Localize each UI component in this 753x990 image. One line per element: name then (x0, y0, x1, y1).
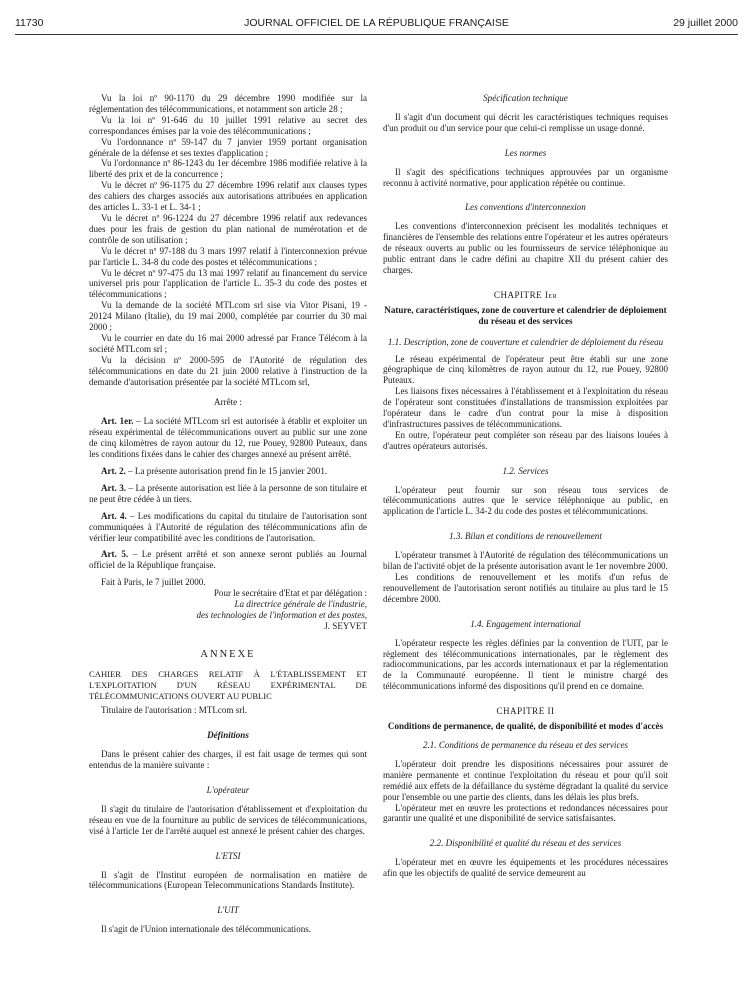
chapter-1-title: Nature, caractéristiques, zone de couverture et calendrier de déploiement du réseau et des services (384, 304, 667, 326)
chapter-1-label: CHAPITRE Ier (493, 289, 558, 300)
term-heading-uit: L'UIT (217, 905, 239, 916)
visa: Vu le décret nº 97-188 du 3 mars 1997 relatif à l'interconnexion prévue par l'article L. 34-8 du code des postes et télécommunications ; (89, 245, 367, 267)
section-paragraph: Les conditions de renouvellement et les motifs d'un refus de renouvellement de l'autorisation seront notifiés au titulaire au plus tard le 15 décembre 2000. (383, 572, 668, 604)
term-definition: Les conventions d'interconnexion précisent les modalités techniques et financières de l'ensemble des relations entre l'opérateur et les autres opérateurs de réseaux ouverts au public ou les fournisseurs de service téléphonique au public entrant dans le cadre défini au chapitre XII du présent cahier des charges. (383, 221, 668, 275)
visa: Vu le courrier en date du 16 mai 2000 adressé par France Télécom à la société MTLcom srl ; (89, 332, 367, 354)
article-2 (89, 466, 367, 477)
section-1-4-heading: 1.4. Engagement international (470, 618, 581, 629)
article-text: – Les modifications du capital du titulaire de l'autorisation sont communiquées à l'Autorité de régulation des télécommunications afin de vérifier leur compatibilité avec les conditions de l'autorisation. (89, 510, 367, 543)
visa: Vu la loi nº 91-646 du 10 juillet 1991 relative au secret des correspondances émises par la voie des télécommunications ; (89, 114, 367, 136)
signature-line: des technologies de l'information et des postes, (196, 609, 367, 620)
section-1-1-heading: 1.1. Description, zone de couverture et calendrier de déploiement du réseau (387, 336, 664, 347)
article-text: – La présente autorisation prend fin le 15 janvier 2001. (125, 466, 328, 476)
section-paragraph: L'opérateur met en œuvre les protections et redondances nécessaires pour garantir une qualité et une disponibilité de service satisfaisantes. (383, 802, 668, 824)
right-column (383, 93, 668, 879)
term-definition: Il s'agit du titulaire de l'autorisation d'établissement et d'exploitation du réseau en vue de la fourniture au public de services de télécommunications, visé à l'article 1er de l'arrêté auquel est annexé le présent cahier des charges. (89, 803, 367, 836)
issue-date: 29 juillet 2000 (673, 17, 738, 29)
term-heading-normes: Les normes (504, 147, 547, 158)
section-paragraph: L'opérateur doit prendre les dispositions nécessaires pour assurer de manière permanente et continue l'exploitation du réseau et pour qu'il soit remédié aux effets de la défaillance du système dégradant la qualité du service pour l'ensemble ou une partie des clients, dans les délais les plus brefs. (383, 758, 668, 802)
article-5 (89, 549, 367, 571)
annexe-heading: ANNEXE (200, 648, 256, 660)
visa: Vu le décret nº 96-1224 du 27 décembre 1996 relatif aux redevances dues pour les frais de gestion du plan national de numérotation et de contrôle de son utilisation ; (89, 212, 367, 245)
section-paragraph: L'opérateur peut fournir sur son réseau tous services de télécommunications autres que le service téléphonique au public, en application de l'article L. 34-2 du code des postes et télécommunications. (383, 484, 668, 517)
article-label: Art. 2. (101, 466, 126, 476)
article-label: Art. 4. (101, 510, 127, 521)
visa: Vu la loi nº 90-1170 du 29 décembre 1990 modifiée sur la réglementation des télécommunications, et notamment son article 28 ; (89, 93, 367, 114)
section-1-2-heading: 1.2. Services (502, 465, 549, 476)
section-paragraph: L'opérateur transmet à l'Autorité de régulation des télécommunications un bilan de l'activité objet de la présente autorisation avant le 1er novembre 2000. (383, 550, 668, 572)
visa: Vu la décision nº 2000-595 de l'Autorité de régulation des télécommunications en date du 21 juin 2000 relative à l'instruction de la demande d'autorisation présentée par la société MTLcom srl, (89, 354, 367, 387)
term-definition: Il s'agit d'un document qui décrit les caractéristiques techniques requises d'un produit ou d'un service pour que celui-ci remplisse un usage donné. (383, 111, 668, 133)
term-heading-spec: Spécification technique (483, 93, 568, 103)
signature-line: La directrice générale de l'industrie, (234, 599, 367, 610)
term-definition: Il s'agit des spécifications techniques approuvées par un organisme reconnu à activité normative, pour application répétée ou continue. (383, 166, 668, 188)
definitions-heading: Définitions (207, 730, 249, 741)
signatory-name: J. SEYVET (324, 620, 367, 631)
article-text: – La société MTLcom srl est autorisée à établir et exploiter un réseau expérimental de télécommunications ouvert au public sur une zone de cinq kilomètres de rayon autour du 12, rue Pouey, 92800 Puteaux, dans les conditions fixées dans le cahier des charges annexé au présent arrêté. (89, 416, 367, 460)
journal-title: JOURNAL OFFICIEL DE LA RÉPUBLIQUE FRANÇAISE (244, 17, 509, 29)
article-label: Art. 1er. (101, 416, 134, 427)
article-label: Art. 5. (101, 549, 129, 560)
article-label: Art. 3. (101, 482, 127, 493)
section-paragraph: L'opérateur respecte les règles définies par la convention de l'UIT, par le règlement des télécommunications internationales, par le règlement des radiocommunications, par les accords internationaux et par la réglementation de la Communauté européenne. Il tient le ministre chargé des télécommunications informé des dispositions qu'il prend en ce domaine. (383, 637, 668, 692)
article-4 (89, 511, 367, 544)
titulaire: Titulaire de l'autorisation : MTLcom srl. (101, 705, 248, 716)
section-1-3-heading: 1.3. Bilan et conditions de renouvellement (449, 531, 602, 542)
cahier-title: CAHIER DES CHARGES RELATIF À L'ÉTABLISSEMENT ET L'EXPLOITATION D'UN RÉSEAU EXPÉRIMENTAL DE TÉLÉCOMMUNICATIONS OUVERT AU PUBLIC (89, 668, 367, 701)
chapter-2-title: Conditions de permanence, de qualité, de disponibilité et modes d'accès (387, 721, 664, 732)
arrete-heading: Arrête : (214, 397, 242, 408)
section-paragraph: Les liaisons fixes nécessaires à l'établissement et à l'exploitation du réseau de l'opérateur sont constituées d'installations de transmission exploitées par l'opérateur dans le cadre d'un contrat pour la mise à disposition d'infrastructures passives de télécommunications. (383, 386, 668, 429)
visa: Vu le décret nº 97-475 du 13 mai 1997 relatif au financement du service universel pris pour l'application de l'article L. 35-3 du code des postes et télécommunications ; (89, 267, 367, 300)
article-text: – La présente autorisation est liée à la personne de son titulaire et ne peut être cédée à un tiers. (89, 482, 368, 504)
page-number: 11730 (15, 17, 44, 29)
section-paragraph: Le réseau expérimental de l'opérateur peut être établi sur une zone géographique de cinq kilomètres de rayon autour du 12, rue Pouey, 92800 Puteaux. (383, 353, 668, 386)
chapter-2-label: CHAPITRE II (496, 706, 555, 717)
fait-a-paris: Fait à Paris, le 7 juillet 2000. (101, 577, 206, 588)
visa: Vu le décret nº 96-1175 du 27 décembre 1996 relatif aux clauses types des cahiers des charges associés aux autorisations attribuées en application des articles L. 33-1 et L. 34-1 ; (89, 180, 367, 213)
visa: Vu l'ordonnance nº 59-147 du 7 janvier 1959 portant organisation générale de la défense et ses textes d'application ; (89, 136, 367, 158)
article-1 (89, 416, 367, 460)
term-heading-operateur: L'opérateur (206, 785, 250, 796)
page-header (15, 17, 738, 31)
term-heading-etsi: L'ETSI (215, 850, 241, 861)
article-3 (89, 483, 367, 505)
signature-line: Pour le secrétaire d'Etat et par délégation : (213, 588, 367, 599)
visa: Vu la demande de la société MTLcom srl sise via Vitor Pisani, 19 - 20124 Milano (Italie), du 19 mai 2000, complétée par courrier du 30 mai 2000 ; (89, 300, 367, 333)
term-definition: Il s'agit de l'Union internationale des télécommunications. (101, 924, 312, 935)
left-column (89, 93, 367, 935)
article-text: – Le présent arrêté et son annexe seront publiés au Journal officiel de la République française. (89, 549, 368, 571)
visa: Vu l'ordonnance nº 86-1243 du 1er décembre 1986 modifiée relative à la liberté des prix et de la concurrence ; (89, 158, 367, 180)
term-heading-conventions: Les conventions d'interconnexion (465, 202, 586, 213)
definitions-intro: Dans le présent cahier des charges, il est fait usage de termes qui sont entendus de la manière suivante : (89, 749, 367, 771)
section-paragraph: En outre, l'opérateur peut compléter son réseau par des liaisons louées à d'autres opérateurs autorisés. (383, 429, 668, 451)
header-rule (15, 34, 738, 35)
term-definition: Il s'agit de l'Institut européen de normalisation en matière de télécommunications (European Telecommunications Standards Institute). (89, 869, 367, 891)
section-paragraph: L'opérateur met en œuvre les équipements et les procédures nécessaires afin que les objectifs de qualité de service demeurent au (383, 857, 668, 879)
section-2-2-heading: 2.2. Disponibilité et qualité du réseau et des services (429, 838, 622, 849)
section-2-1-heading: 2.1. Conditions de permanence du réseau et des services (422, 739, 629, 750)
